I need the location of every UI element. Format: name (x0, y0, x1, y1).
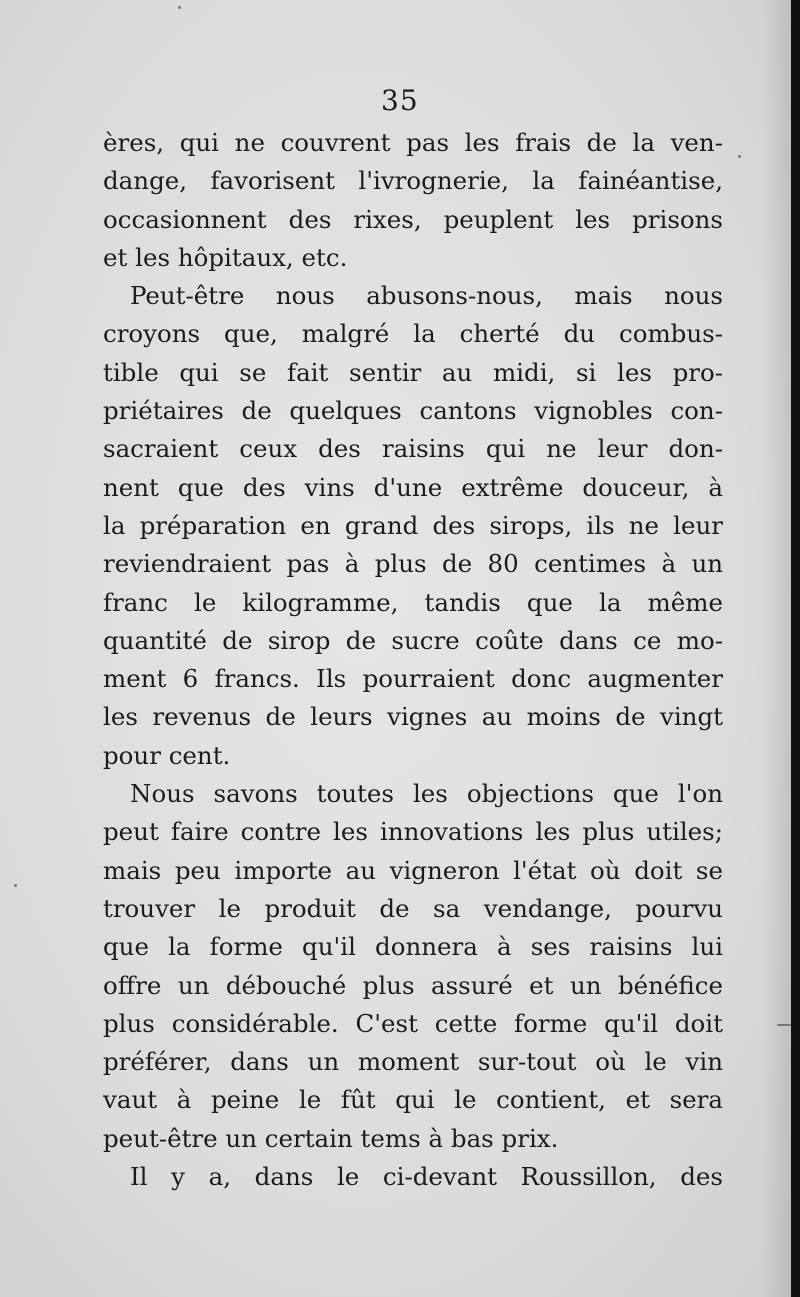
page-fold-shadow (761, 0, 791, 1297)
text-line: et les hôpitaux, etc. (103, 242, 348, 272)
text-line: vaut à peine le fût qui le contient, et sera (103, 1085, 723, 1115)
text-line: nent que des vins d'une extrême douceur, à (103, 472, 723, 502)
text-line: sacraient ceux des raisins qui ne leur don- (103, 434, 723, 464)
text-line: la préparation en grand des sirops, ils ne leur (103, 510, 723, 540)
text-line: quantité de sirop de sucre coûte dans ce mo- (103, 625, 723, 655)
text-line: préférer, dans un moment sur-tout où le vin (103, 1047, 723, 1077)
body-text (103, 124, 723, 1196)
text-line: ment 6 francs. Ils pourraient donc augmenter (103, 664, 723, 694)
paper-speck (738, 155, 741, 158)
text-line: Peut-être nous abusons-nous, mais nous (130, 281, 723, 311)
text-line: dange, favorisent l'ivrognerie, la fainéantise, (103, 166, 723, 196)
text-line: que la forme qu'il donnera à ses raisins lui (103, 932, 723, 962)
text-line: trouver le produit de sa vendange, pourvu (103, 893, 723, 923)
text-line: offre un débouché plus assuré et un bénéfice (103, 970, 723, 1000)
page-number: 35 (381, 84, 419, 117)
text-line: Il y a, dans le ci-devant Roussillon, des (130, 1162, 723, 1192)
text-line: priétaires de quelques cantons vignobles con- (103, 396, 723, 426)
text-line: reviendraient pas à plus de 80 centimes à un (103, 549, 723, 579)
text-line: croyons que, malgré la cherté du combus- (103, 319, 723, 349)
text-line: pour cent. (103, 740, 231, 770)
text-line: les revenus de leurs vignes au moins de vingt (103, 702, 723, 732)
paper-speck (178, 6, 181, 9)
text-line: peut faire contre les innovations les plus utiles; (103, 817, 723, 847)
text-line: ères, qui ne couvrent pas les frais de la ven- (103, 128, 723, 157)
text-line: Nous savons toutes les objections que l'on (130, 779, 723, 809)
text-line: plus considérable. C'est cette forme qu'il doit (103, 1008, 723, 1038)
scan-edge (791, 0, 800, 1297)
text-line: occasionnent des rixes, peuplent les prisons (103, 204, 723, 234)
paper-speck (14, 884, 17, 887)
paper-speck (777, 1024, 791, 1026)
text-line: peut-être un certain tems à bas prix. (103, 1123, 559, 1153)
text-line: mais peu importe au vigneron l'état où doit se (103, 855, 723, 885)
text-line: franc le kilogramme, tandis que la même (103, 587, 723, 617)
text-line: tible qui se fait sentir au midi, si les pro- (103, 357, 723, 387)
